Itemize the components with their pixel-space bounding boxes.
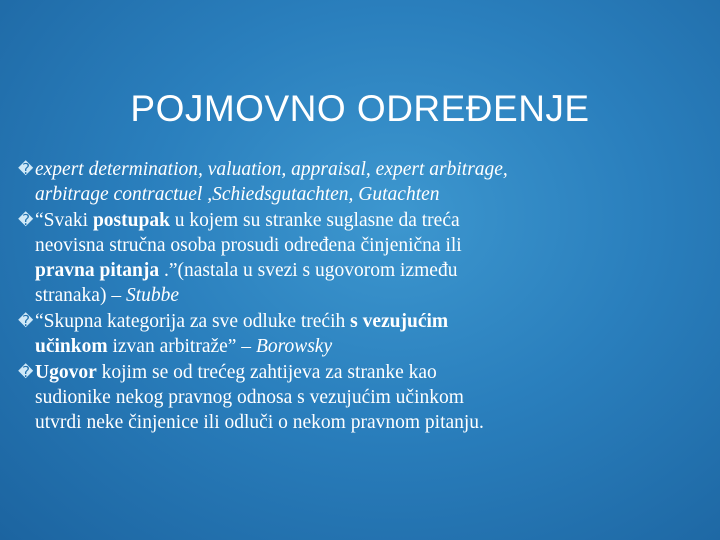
- bullet-line: [35, 309, 708, 334]
- bullet-glyph-icon: �: [18, 211, 34, 229]
- bullet-text: “Svaki: [35, 210, 93, 231]
- bold-text: s vezujućim: [350, 311, 449, 332]
- slide-title: POJMOVNO ODREĐENJE: [130, 88, 590, 129]
- bullet-text: sudionike nekog pravnog odnosa s vezujućim učinkom: [35, 387, 464, 408]
- bullet-item: [18, 309, 708, 359]
- bullet-line: [35, 410, 708, 435]
- italic-text: Stubbe: [125, 285, 180, 306]
- bullet-item: [18, 208, 708, 308]
- bold-text: Ugovor: [35, 362, 97, 383]
- bullet-text: kojim se od trećeg zahtijeva za stranke kao: [96, 362, 437, 383]
- bullet-text: .”(nastala u svezi s ugovorom između: [159, 260, 458, 281]
- bold-text: učinkom: [35, 336, 108, 357]
- bullet-text: stranaka) –: [35, 285, 126, 306]
- italic-text: Borowsky: [255, 336, 333, 357]
- bold-text: pravna pitanja: [35, 260, 160, 281]
- bullet-text: u kojem su stranke suglasne da treća: [169, 210, 460, 231]
- bold-text: postupak: [92, 210, 170, 231]
- bullet-item: [18, 360, 708, 435]
- bullet-line: [35, 258, 708, 283]
- bullet-glyph-icon: �: [18, 363, 34, 381]
- bullet-text: utvrdi neke činjenice ili odluči o nekom pravnom pitanju.: [35, 412, 484, 433]
- italic-text: arbitrage contractuel ,Schiedsgutachten, Gutachten: [35, 184, 440, 205]
- bullet-line: [35, 182, 708, 207]
- bullet-line: [35, 283, 708, 308]
- bullet-line: [35, 208, 708, 233]
- bullet-text: neovisna stručna osoba prosudi određena činjenična ili: [35, 235, 462, 256]
- bullet-line: [35, 385, 708, 410]
- bullet-glyph-icon: �: [18, 160, 34, 178]
- bullet-line: [35, 360, 708, 385]
- bullet-line: [35, 334, 708, 359]
- bullet-glyph-icon: �: [18, 312, 34, 330]
- bullet-line: [35, 157, 708, 182]
- italic-text: expert determination, valuation, appraisal, expert arbitrage,: [35, 159, 508, 180]
- slide-body: [18, 157, 708, 436]
- bullet-text: izvan arbitraže” –: [107, 336, 256, 357]
- bullet-text: “Skupna kategorija za sve odluke trećih: [35, 311, 351, 332]
- bullet-item: [18, 157, 708, 207]
- bullet-line: [35, 233, 708, 258]
